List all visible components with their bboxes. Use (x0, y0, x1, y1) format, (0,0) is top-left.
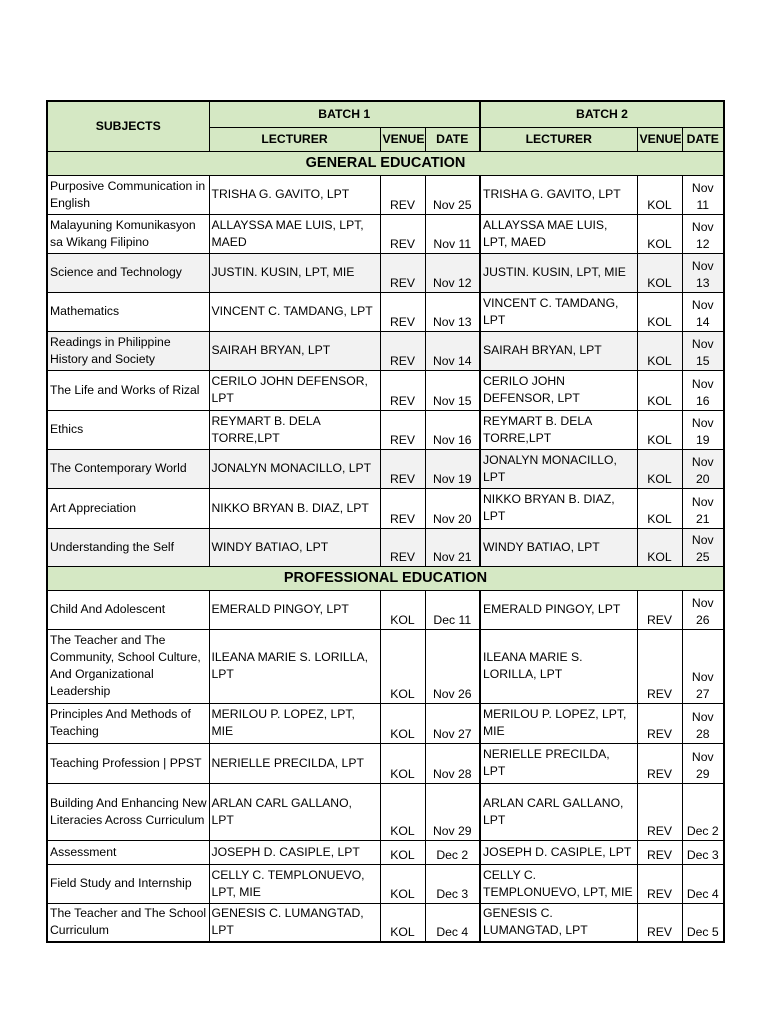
table-row (47, 175, 724, 214)
subject-cell: Child And Adolescent (47, 590, 209, 629)
subject-cell: Assessment (47, 840, 209, 864)
subject-cell: Readings in Philippine History and Society (47, 331, 209, 370)
batch2-venue-cell: KOL (637, 410, 682, 449)
section-header-row (47, 566, 724, 590)
batch1-lecturer-cell: VINCENT C. TAMDANG, LPT (209, 292, 380, 331)
batch1-venue-cell: REV (380, 410, 425, 449)
table-row (47, 629, 724, 703)
batch2-lecturer-cell: GENESIS C. LUMANGTAD, LPT (480, 903, 637, 942)
batch1-lecturer-header: LECTURER (209, 127, 380, 151)
subject-cell: The Contemporary World (47, 449, 209, 488)
batch1-venue-cell: KOL (380, 783, 425, 840)
batch1-lecturer-cell: SAIRAH BRYAN, LPT (209, 331, 380, 370)
table-row (47, 864, 724, 903)
batch2-venue-cell: REV (637, 703, 682, 743)
batch2-lecturer-cell: EMERALD PINGOY, LPT (480, 590, 637, 629)
section-title: PROFESSIONAL EDUCATION (47, 566, 724, 590)
batch2-venue-cell: KOL (637, 528, 682, 566)
batch2-date-cell: Nov 12 (682, 214, 724, 253)
table-row (47, 528, 724, 566)
batch2-venue-cell: REV (637, 903, 682, 942)
batch2-venue-cell: REV (637, 590, 682, 629)
batch1-venue-cell: KOL (380, 590, 425, 629)
batch2-lecturer-cell: TRISHA G. GAVITO, LPT (480, 175, 637, 214)
batch1-lecturer-cell: JUSTIN. KUSIN, LPT, MIE (209, 253, 380, 292)
batch1-venue-cell: REV (380, 331, 425, 370)
batch1-lecturer-cell: ILEANA MARIE S. LORILLA, LPT (209, 629, 380, 703)
subject-cell: The Life and Works of Rizal (47, 370, 209, 410)
batch2-lecturer-cell: JONALYN MONACILLO, LPT (480, 449, 637, 488)
batch1-lecturer-cell: NIKKO BRYAN B. DIAZ, LPT (209, 488, 380, 528)
batch2-date-cell: Nov 28 (682, 703, 724, 743)
batch2-date-cell: Nov 26 (682, 590, 724, 629)
batch2-venue-cell: REV (637, 629, 682, 703)
subject-cell: Science and Technology (47, 253, 209, 292)
batch1-venue-cell: KOL (380, 629, 425, 703)
table-row (47, 214, 724, 253)
batch2-venue-cell: KOL (637, 175, 682, 214)
batch1-date-cell: Nov 29 (425, 783, 480, 840)
batch1-date-cell: Nov 13 (425, 292, 480, 331)
batch2-date-cell: Dec 2 (682, 783, 724, 840)
schedule-body (47, 151, 724, 942)
batch1-venue-header: VENUE (380, 127, 425, 151)
batch2-header: BATCH 2 (480, 101, 724, 127)
batch2-lecturer-cell: WINDY BATIAO, LPT (480, 528, 637, 566)
batch2-lecturer-cell: CERILO JOHN DEFENSOR, LPT (480, 370, 637, 410)
subject-cell: Mathematics (47, 292, 209, 331)
subject-cell: Building And Enhancing New Literacies Across Curriculum (47, 783, 209, 840)
subject-cell: The Teacher and The School Curriculum (47, 903, 209, 942)
batch2-lecturer-cell: JOSEPH D. CASIPLE, LPT (480, 840, 637, 864)
batch2-lecturer-cell: ILEANA MARIE S. LORILLA, LPT (480, 629, 637, 703)
batch2-venue-cell: REV (637, 840, 682, 864)
batch1-date-cell: Nov 12 (425, 253, 480, 292)
subject-cell: Ethics (47, 410, 209, 449)
batch2-date-cell: Nov 19 (682, 410, 724, 449)
batch1-lecturer-cell: NERIELLE PRECILDA, LPT (209, 743, 380, 783)
table-row (47, 590, 724, 629)
batch1-venue-cell: REV (380, 292, 425, 331)
batch1-header: BATCH 1 (209, 101, 480, 127)
batch2-venue-header: VENUE (637, 127, 682, 151)
batch2-date-cell: Nov 13 (682, 253, 724, 292)
section-title: GENERAL EDUCATION (47, 151, 724, 175)
batch2-lecturer-cell: SAIRAH BRYAN, LPT (480, 331, 637, 370)
batch2-date-cell: Nov 15 (682, 331, 724, 370)
batch2-date-cell: Nov 20 (682, 449, 724, 488)
batch1-date-cell: Dec 3 (425, 864, 480, 903)
table-row (47, 783, 724, 840)
batch2-date-cell: Nov 27 (682, 629, 724, 703)
batch2-date-cell: Nov 21 (682, 488, 724, 528)
subject-cell: Teaching Profession | PPST (47, 743, 209, 783)
batch1-date-cell: Nov 14 (425, 331, 480, 370)
batch1-date-cell: Dec 11 (425, 590, 480, 629)
batch1-venue-cell: REV (380, 214, 425, 253)
batch2-lecturer-cell: ARLAN CARL GALLANO, LPT (480, 783, 637, 840)
batch1-lecturer-cell: ALLAYSSA MAE LUIS, LPT, MAED (209, 214, 380, 253)
table-row (47, 743, 724, 783)
batch1-lecturer-cell: WINDY BATIAO, LPT (209, 528, 380, 566)
batch2-date-cell: Dec 4 (682, 864, 724, 903)
batch1-date-cell: Nov 25 (425, 175, 480, 214)
batch2-lecturer-header: LECTURER (480, 127, 637, 151)
batch1-lecturer-cell: CERILO JOHN DEFENSOR, LPT (209, 370, 380, 410)
batch2-date-cell: Nov 11 (682, 175, 724, 214)
batch2-date-cell: Nov 14 (682, 292, 724, 331)
batch2-venue-cell: KOL (637, 292, 682, 331)
batch2-date-cell: Nov 29 (682, 743, 724, 783)
table-row (47, 703, 724, 743)
batch1-venue-cell: REV (380, 175, 425, 214)
table-row (47, 292, 724, 331)
batch1-lecturer-cell: EMERALD PINGOY, LPT (209, 590, 380, 629)
table-row (47, 449, 724, 488)
subject-cell: Principles And Methods of Teaching (47, 703, 209, 743)
table-row (47, 903, 724, 942)
batch1-lecturer-cell: ARLAN CARL GALLANO, LPT (209, 783, 380, 840)
batch1-date-cell: Nov 28 (425, 743, 480, 783)
batch1-venue-cell: REV (380, 528, 425, 566)
batch2-venue-cell: KOL (637, 253, 682, 292)
section-header-row (47, 151, 724, 175)
batch1-date-cell: Dec 2 (425, 840, 480, 864)
batch2-venue-cell: KOL (637, 488, 682, 528)
batch1-date-cell: Nov 27 (425, 703, 480, 743)
batch2-venue-cell: REV (637, 864, 682, 903)
table-row (47, 331, 724, 370)
batch2-venue-cell: REV (637, 743, 682, 783)
batch1-date-cell: Nov 20 (425, 488, 480, 528)
subject-cell: Understanding the Self (47, 528, 209, 566)
batch2-venue-cell: KOL (637, 331, 682, 370)
batch2-lecturer-cell: NERIELLE PRECILDA, LPT (480, 743, 637, 783)
batch2-date-cell: Nov 16 (682, 370, 724, 410)
batch2-lecturer-cell: VINCENT C. TAMDANG, LPT (480, 292, 637, 331)
subject-cell: Art Appreciation (47, 488, 209, 528)
batch1-date-cell: Dec 4 (425, 903, 480, 942)
batch2-date-cell: Dec 3 (682, 840, 724, 864)
schedule-table (46, 100, 725, 943)
batch1-venue-cell: REV (380, 488, 425, 528)
batch1-lecturer-cell: MERILOU P. LOPEZ, LPT, MIE (209, 703, 380, 743)
batch2-lecturer-cell: CELLY C. TEMPLONUEVO, LPT, MIE (480, 864, 637, 903)
table-row (47, 253, 724, 292)
table-row (47, 370, 724, 410)
batch1-date-cell: Nov 19 (425, 449, 480, 488)
batch1-venue-cell: KOL (380, 743, 425, 783)
batch1-lecturer-cell: CELLY C. TEMPLONUEVO, LPT, MIE (209, 864, 380, 903)
batch2-lecturer-cell: MERILOU P. LOPEZ, LPT, MIE (480, 703, 637, 743)
table-row (47, 410, 724, 449)
batch1-lecturer-cell: JOSEPH D. CASIPLE, LPT (209, 840, 380, 864)
batch2-lecturer-cell: ALLAYSSA MAE LUIS, LPT, MAED (480, 214, 637, 253)
batch1-lecturer-cell: JONALYN MONACILLO, LPT (209, 449, 380, 488)
batch2-date-cell: Dec 5 (682, 903, 724, 942)
table-row (47, 840, 724, 864)
batch1-venue-cell: KOL (380, 864, 425, 903)
subjects-header: SUBJECTS (47, 101, 209, 151)
batch2-venue-cell: REV (637, 783, 682, 840)
subject-cell: Malayuning Komunikasyon sa Wikang Filipino (47, 214, 209, 253)
table-row (47, 488, 724, 528)
subject-cell: Purposive Communication in English (47, 175, 209, 214)
batch1-venue-cell: KOL (380, 903, 425, 942)
batch1-lecturer-cell: GENESIS C. LUMANGTAD, LPT (209, 903, 380, 942)
batch1-date-cell: Nov 11 (425, 214, 480, 253)
batch2-venue-cell: KOL (637, 214, 682, 253)
batch2-venue-cell: KOL (637, 449, 682, 488)
batch2-date-header: DATE (682, 127, 724, 151)
batch1-venue-cell: KOL (380, 703, 425, 743)
subject-cell: Field Study and Internship (47, 864, 209, 903)
subject-cell: The Teacher and The Community, School Culture, And Organizational Leadership (47, 629, 209, 703)
batch1-date-cell: Nov 21 (425, 528, 480, 566)
batch1-date-header: DATE (425, 127, 480, 151)
batch2-venue-cell: KOL (637, 370, 682, 410)
batch2-lecturer-cell: REYMART B. DELA TORRE,LPT (480, 410, 637, 449)
batch2-lecturer-cell: NIKKO BRYAN B. DIAZ, LPT (480, 488, 637, 528)
batch1-date-cell: Nov 26 (425, 629, 480, 703)
batch1-date-cell: Nov 15 (425, 370, 480, 410)
batch2-date-cell: Nov 25 (682, 528, 724, 566)
batch1-date-cell: Nov 16 (425, 410, 480, 449)
batch1-venue-cell: REV (380, 449, 425, 488)
batch1-lecturer-cell: TRISHA G. GAVITO, LPT (209, 175, 380, 214)
batch1-venue-cell: REV (380, 370, 425, 410)
batch1-lecturer-cell: REYMART B. DELA TORRE,LPT (209, 410, 380, 449)
batch2-lecturer-cell: JUSTIN. KUSIN, LPT, MIE (480, 253, 637, 292)
batch1-venue-cell: KOL (380, 840, 425, 864)
batch1-venue-cell: REV (380, 253, 425, 292)
